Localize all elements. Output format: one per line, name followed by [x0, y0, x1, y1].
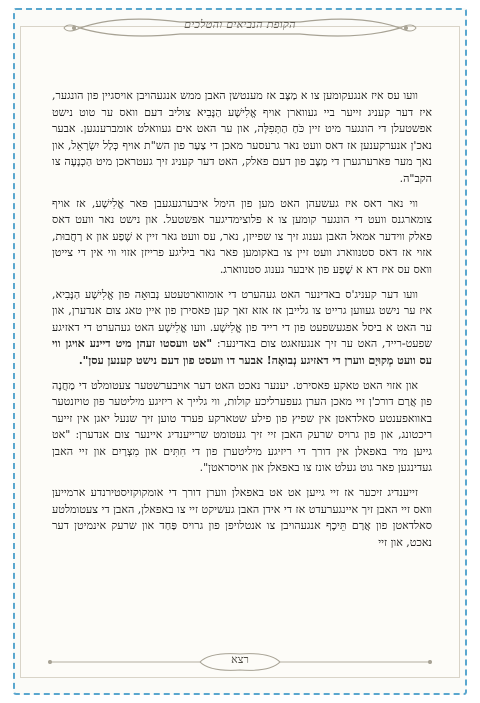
paragraph	[52, 287, 432, 370]
paragraph: און אזוי האט טאקע פאסירט. יענער נאכט האט דער אויבערשטער צעטומלט די מַחֲנֶה פון אֲרַם דורכ'ן זיי מאכן הערן געפערליכע קולות, ווי גלייך א ריזיגע מיליטער פון טויזנטער באוואפענטע סאלדאטן אין שפיץ פון פילע שטארקע פערד טוען זיך שנעל יאגן אין זייער ריכטונג, און פון גרויס שרעק האבן זיי זיך געטומט שרייענדיג איינער צום אנדערן: "אט גייען מיר באפאלן אין דורך די ריזיגע מיליטערן פון די חִתִּים און מִצְרַיִם און זיי האבן געדינגען פאר גוט געלט אונז צו באפאלן און אויסראטן".	[52, 378, 432, 475]
page-number: רצא	[231, 653, 249, 666]
footer-ornament	[40, 650, 440, 674]
section-title: הקופת הנביאים והטלכים	[184, 18, 296, 31]
header-ornament	[60, 12, 420, 42]
paragraph: זייענדיג זיכער אז זיי גייען אט אט באפאלן ווערן דורך די אומקוקזיסטירנדע ארמייען וואס זיי האבן זיך איינגערעדט אז די אידן האבן געשיקט זיי צו באפאלן, האבן די צעטומלטע סאלדאטן פון אֲרַם תֵּיכֶף אנגעהויבן צו אנטלויפן פון גרויס פַּחַד און שרעק אינמיטן דער נאכט, און זיי	[52, 486, 433, 549]
paragraph: ווי נאר דאס איז געשעהן האט מען פון הימל איבערגעגעבן פאר אֱלִישָׁע, אז אויף צומארגנס וועט די הונגער קומען צו א פלוצימדיגער אפשטעל. און נישט נאר וועט דאס פאלק ווידער אמאל האבן גענוג זיך צו שפייזן, נאר, עס וועט גאר זיין א שֶׁפַע און א רַחֲבוּת, אזוי אז דאס סטנווארג וועט זיין צו באקומען פאר גאר ביליגע פרייזן אזוי ווי אין די צייטן וואס עס איז דא א שֶׁפַע פון איבער גענוג סטנווארג.	[52, 196, 432, 276]
bold-quote: "אט וועסטו זעהן מיט דיינע אויגן ווי עס וועט מְקוּיָם ווערן די דאזיגע נְבוּאָה! אבער דו וועסט פון דעם נישט קענען עסן".	[52, 337, 432, 367]
main-text	[52, 88, 432, 628]
paragraph: וועו עס איז אנגעקומען צו א מַצָּב אז מענטשן האבן ממש אנגעהויבן אויסגיין פון הונגער, איז דער קעניג זייער ביי געווארן אויף אֱלִישָׁע הַנָּבִיא צוליב דעם וואס ער טוט נישט אפשטעלן די הונגער מיט זיין כֹּחַ הַתְּפִלָּה, און ער האט אים געוואלט אומברענגען. אבער נאכ'ן אנערקענען אז דאס וועט נאר גרעסער מאכן די צַעַר פון הש"ת אויף כְּלַל יִשְׂרָאֵל, און נאך מער פארערגערן די מַצָּב פון דעם פאלק, האט דער קעניג זיך געטראכן מיט הַכְנָעָה צו הקב"ה.	[52, 89, 432, 185]
paragraph-text: וועו דער קעניג'ס באדינער האט געהערט די אומווארטעטע נְבוּאָה פון אֱלִישָׁע הַנָּבִיא, איז ער נישט געווען גרייט צו גלייבן אז אזא זאך קען פאסירן פון איין טאג צום אנדערן, און ער האט א ביסל אפגעשפעט פון די רייד פון אֱלִישָׁע. וועו אֱלִישָׁע האט געהערט די דאזיגע שפעט-רייד, האט ער זיך אנגעזאגט צום באדינער:	[52, 287, 433, 351]
